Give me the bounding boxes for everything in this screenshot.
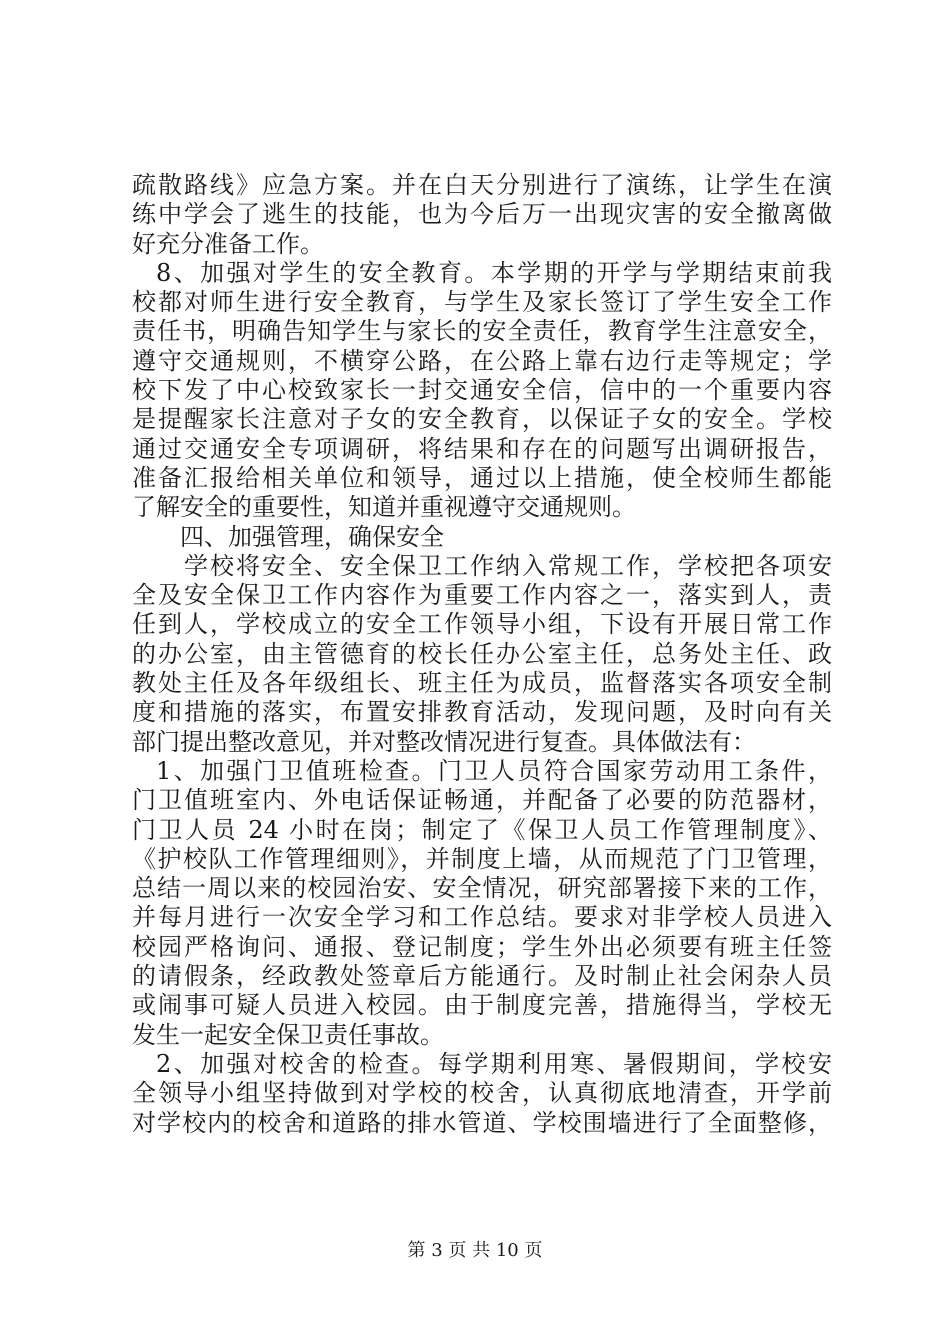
paragraph-line: 疏散路线》应急方案。并在白天分别进行了演练，让学生在演: [132, 171, 832, 199]
paragraph-line: 教处主任及各年级组长、班主任为成员，监督落实各项安全制: [132, 669, 832, 698]
paragraph-line: 1、加强门卫值班检查。门卫人员符合国家劳动用工条件，: [156, 756, 832, 785]
paragraph-line: 全领导小组坚持做到对学校的校舍，认真彻底地清查，开学前: [132, 1079, 832, 1108]
paragraph-line: 任到人，学校成立的安全工作领导小组，下设有开展日常工作: [132, 610, 832, 639]
paragraph-line: 学校将安全、安全保卫工作纳入常规工作，学校把各项安: [184, 551, 832, 580]
paragraph-line: 了解安全的重要性，知道并重视遵守交通规则。: [132, 493, 636, 522]
document-body: [132, 171, 832, 1138]
paragraph-line: 通过交通安全专项调研，将结果和存在的问题写出调研报告，: [132, 434, 832, 463]
paragraph-line: 好充分准备工作。: [132, 229, 324, 258]
paragraph-line: 遵守交通规则，不横穿公路，在公路上靠右边行走等规定；学: [132, 346, 832, 375]
paragraph-line: 是提醒家长注意对子女的安全教育，以保证子女的安全。学校: [132, 405, 832, 434]
paragraph-line: 2、加强对校舍的检查。每学期利用寒、暑假期间，学校安: [156, 1049, 832, 1078]
paragraph-line: 的请假条，经政教处签章后方能通行。及时制止社会闲杂人员: [132, 962, 832, 991]
paragraph-line: 总结一周以来的校园治安、安全情况，研究部署接下来的工作，: [132, 874, 832, 903]
paragraph-line: 《护校队工作管理细则》，并制度上墙，从而规范了门卫管理，: [132, 844, 832, 873]
paragraph-line: 全及安全保卫工作内容作为重要工作内容之一，落实到人，责: [132, 581, 832, 610]
paragraph-line: 练中学会了逃生的技能，也为今后万一出现灾害的安全撤离做: [132, 200, 832, 229]
paragraph-line: 门卫值班室内、外电话保证畅通，并配备了必要的防范器材，: [132, 786, 832, 815]
page-footer: 第 3 页 共 10 页: [407, 1240, 543, 1261]
paragraph-line: 校都对师生进行安全教育，与学生及家长签订了学生安全工作: [132, 288, 832, 317]
paragraph-line: 度和措施的落实，布置安排教育活动，发现问题，及时向有关: [132, 698, 832, 727]
paragraph-line: 或闹事可疑人员进入校园。由于制度完善，措施得当，学校无: [132, 991, 832, 1020]
paragraph-line: 责任书，明确告知学生与家长的安全责任，教育学生注意安全，: [132, 317, 832, 346]
paragraph-line: 校下发了中心校致家长一封交通安全信，信中的一个重要内容: [132, 376, 832, 405]
paragraph-line: 发生一起安全保卫责任事故。: [132, 1020, 444, 1049]
paragraph-line: 校园严格询问、通报、登记制度；学生外出必须要有班主任签: [132, 932, 832, 961]
paragraph-line: 8、加强对学生的安全教育。本学期的开学与学期结束前我: [156, 258, 832, 287]
paragraph-line: 的办公室，由主管德育的校长任办公室主任，总务处主任、政: [132, 639, 832, 668]
paragraph-line: 对学校内的校舍和道路的排水管道、学校围墙进行了全面整修，: [132, 1108, 832, 1137]
paragraph-line: 门卫人员 24 小时在岗；制定了《保卫人员工作管理制度》、: [132, 815, 832, 844]
paragraph-line: 部门提出整改意见，并对整改情况进行复查。具体做法有：: [132, 727, 756, 756]
paragraph-line: 准备汇报给相关单位和领导，通过以上措施，使全校师生都能: [132, 463, 832, 492]
paragraph-line: 并每月进行一次安全学习和工作总结。要求对非学校人员进入: [132, 903, 832, 932]
section-heading: 四、加强管理，确保安全: [180, 522, 444, 551]
